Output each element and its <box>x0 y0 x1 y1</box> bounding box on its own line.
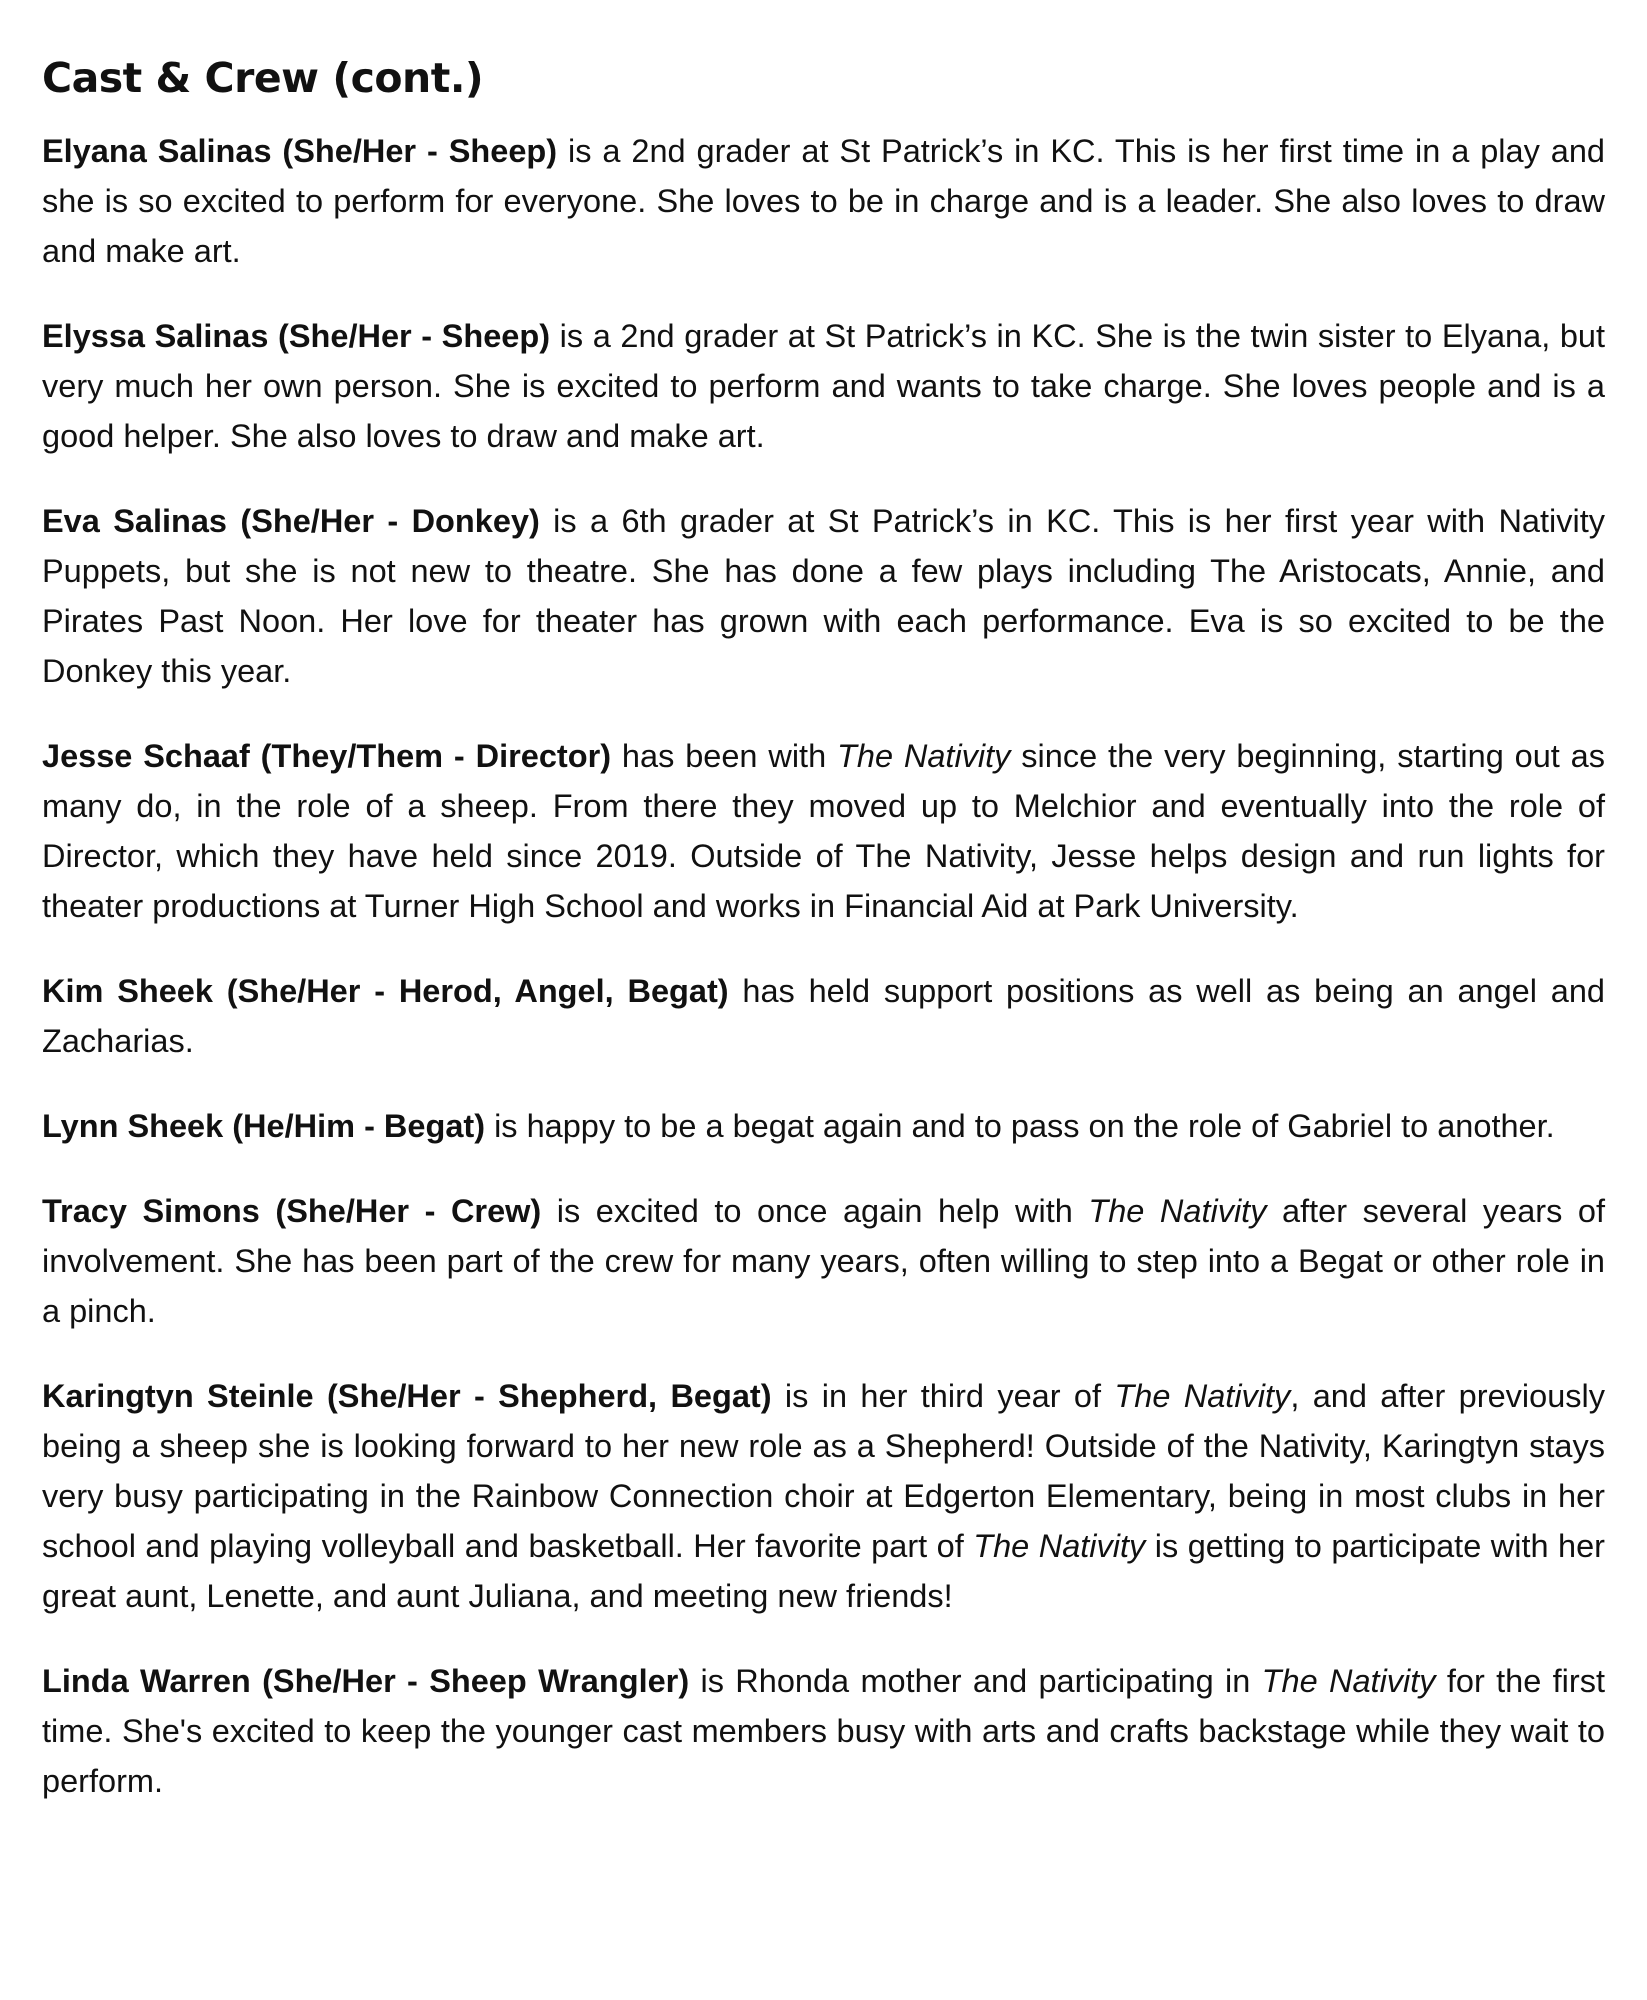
bio-name: Tracy Simons (She/Her - Crew) <box>42 1193 542 1229</box>
bio-text: is happy to be a begat again and to pass on the role of Gabriel to another. <box>485 1108 1555 1144</box>
bio-text: is a 6th grader at St Patrick’s in KC. This is her first year with Nativity Puppets, but she is not new to theatre. She has done a few plays including The Aristocats, Annie, and Pirates Past Noon. Her love for theater has grown with each performance. Eva is so excited to be the Donkey this year. <box>42 503 1605 689</box>
bio-text: is a 2nd grader at St Patrick’s in KC. This is her first time in a play and she is so excited to perform for everyone. She loves to be in charge and is a leader. She also loves to draw and make art. <box>42 133 1605 269</box>
bio-text: is getting to participate with her great aunt, Lenette, and aunt Juliana, and meeting new friends! <box>42 1528 1605 1614</box>
bio-italic-title: The Nativity <box>973 1528 1146 1564</box>
bio-text: after several years of involvement. She has been part of the crew for many years, often willing to step into a Begat or other role in a pinch. <box>42 1193 1606 1329</box>
bio-italic-title: The Nativity <box>1261 1663 1436 1699</box>
bio-name: Elyssa Salinas (She/Her - Sheep) <box>42 318 551 354</box>
bio-name: Linda Warren (She/Her - Sheep Wrangler) <box>42 1663 690 1699</box>
bio-italic-title: The Nativity <box>1088 1193 1267 1229</box>
bio-name: Jesse Schaaf (They/Them - Director) <box>42 738 612 774</box>
bio-text: is excited to once again help with <box>541 1193 1089 1229</box>
bio-paragraph-elyssa-salinas <box>42 311 1605 461</box>
bio-text: has held support positions as well as being an angel and Zacharias. <box>42 973 1605 1059</box>
bio-italic-title: The Nativity <box>1114 1378 1291 1414</box>
bio-paragraph-tracy-simons <box>42 1186 1605 1336</box>
page-title: Cast & Crew (cont.) <box>42 54 484 102</box>
bio-name: Karingtyn Steinle (She/Her - Shepherd, Begat) <box>42 1378 772 1414</box>
bio-name: Kim Sheek (She/Her - Herod, Angel, Begat) <box>42 973 729 1009</box>
bio-text: is a 2nd grader at St Patrick’s in KC. She is the twin sister to Elyana, but very much her own person. She is excited to perform and wants to take charge. She loves people and is a good helper. She also loves to draw and make art. <box>42 318 1606 454</box>
bio-paragraph-karingtyn-steinle <box>42 1371 1605 1621</box>
bio-name: Eva Salinas (She/Her - Donkey) <box>42 503 540 539</box>
bio-text: since the very beginning, starting out as many do, in the role of a sheep. From there they moved up to Melchior and eventually into the role of Director, which they have held since 2019. Outside of The Nativity, Jesse helps design and run lights for theater productions at Turner High School and works in Financial Aid at Park University. <box>42 738 1605 924</box>
bio-name: Elyana Salinas (She/Her - Sheep) <box>42 133 558 169</box>
bio-text: has been with <box>611 738 838 774</box>
bio-paragraph-elyana-salinas <box>42 126 1605 276</box>
bio-paragraph-kim-sheek <box>42 966 1605 1066</box>
bio-text: is in her third year of <box>771 1378 1115 1414</box>
bio-italic-title: The Nativity <box>837 738 1011 774</box>
bio-paragraph-eva-salinas <box>42 496 1605 696</box>
bio-text: , and after previously being a sheep she is looking forward to her new role as a Shepherd! Outside of the Nativity, Karingtyn stays very busy participating in the Rainbow Connection choir at Edgerton Elementary, being in most clubs in her school and playing volleyball and basketball. Her favorite part of <box>42 1378 1605 1564</box>
bio-paragraph-linda-warren <box>42 1656 1605 1806</box>
document-page <box>42 50 1605 1841</box>
bio-paragraph-jesse-schaaf <box>42 731 1605 931</box>
bio-name: Lynn Sheek (He/Him - Begat) <box>42 1108 486 1144</box>
bio-paragraph-lynn-sheek <box>42 1101 1605 1151</box>
bio-text: for the first time. She's excited to keep the younger cast members busy with arts and crafts backstage while they wait to perform. <box>42 1663 1605 1799</box>
bio-text: is Rhonda mother and participating in <box>689 1663 1262 1699</box>
